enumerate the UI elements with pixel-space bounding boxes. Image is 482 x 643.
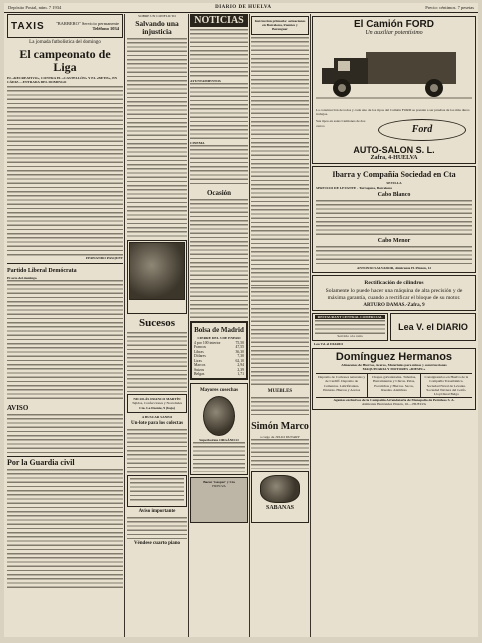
bolsa-label: Belgas — [194, 372, 205, 377]
taxi-ad — [7, 14, 123, 38]
guardia-title: Por la Guardia civil — [7, 457, 75, 467]
sucesos-title: Sucesos — [138, 317, 176, 330]
sabanas-ad — [251, 471, 309, 523]
rectificacion-ad — [312, 275, 476, 311]
restaurant-ad — [312, 313, 388, 340]
article-headline-2: Salvando una injusticia — [135, 19, 179, 37]
bazar-ad — [190, 477, 248, 523]
sabanas-illustration — [260, 475, 300, 503]
column-4 — [251, 14, 309, 637]
ibarra-ad — [312, 166, 476, 273]
column-rule — [249, 14, 250, 637]
ibarra-title: Ibarra y Compañía Sociedad en Cta — [332, 170, 456, 180]
bolsa-table — [194, 341, 244, 377]
bolsa-label: 4 por 100 interior — [194, 340, 221, 345]
bolsa-label: Marcos — [194, 363, 206, 368]
bolsa-label: Francos — [194, 345, 207, 350]
bolsa-title: Bolsa de Madrid — [194, 326, 244, 335]
masthead — [4, 3, 478, 13]
auto-salon-name: AUTO-SALON S. L. — [353, 145, 435, 156]
mayores-ad — [190, 383, 248, 475]
bolsa-value: 1,71 — [237, 372, 244, 377]
ocasion-title: Ocasión — [206, 189, 232, 198]
bolsa-value: 75,50 — [235, 340, 244, 345]
bank-ad — [127, 475, 187, 507]
rectificacion-title: Rectificación de cilindros — [364, 280, 424, 287]
taxi-logo: TAXIS — [11, 20, 45, 32]
ford-text: La construcción de todos y cada uno de los tipos del Camión FORD se prestan a ser pruebas de los más duros trabajos. — [316, 108, 470, 117]
sucesos-body — [127, 332, 187, 392]
guardia-body — [7, 469, 123, 589]
article-body — [7, 86, 123, 256]
taxi-phone: Teléfono 1034 — [92, 26, 119, 31]
dominguez-ad — [312, 348, 476, 410]
article-author: FERNANDO PASQUET — [86, 256, 123, 261]
mayores-title: Mayores cosechas — [199, 387, 239, 393]
lea-text: Lea V. el DIARIO — [398, 321, 468, 332]
ford-sub: Un auxiliar potentísimo — [365, 30, 423, 36]
sabanas-title: SABANAS — [265, 504, 294, 511]
bolsa-value: 2,94 — [237, 363, 244, 368]
dominguez-col-1: Depósito de Carbones naturales y de Cardiff. Depósito de Cementos. Lubrificantes. Pinturas. Hierros y Aceros — [316, 374, 368, 397]
simon-title: Simón Marco — [251, 420, 309, 432]
ford-ad — [312, 16, 476, 164]
bolsa-value: 47,55 — [235, 345, 244, 350]
bolsa-label: Suizos — [194, 367, 205, 372]
dominguez-sub2: MAQUINARIA Y MOTORES «DIESEL» — [362, 367, 426, 372]
party-title: Partido Liberal Demócrata — [7, 267, 77, 274]
ford-truck-illustration — [316, 38, 472, 106]
lea-ad — [390, 313, 476, 340]
column-1 — [7, 14, 123, 637]
dominguez-addr: Almirante Hernández Pinzón, 16.—HUELVA — [361, 402, 427, 407]
muebles-title: MUEBLES — [267, 388, 293, 394]
bolsa-row — [194, 372, 244, 377]
ford-title: El Camión FORD — [353, 19, 434, 30]
bolsa-label: Liras — [194, 358, 202, 363]
article-body-2 — [127, 38, 187, 238]
ibarra-city: SEVILLA — [386, 181, 402, 186]
masthead-title: DIARIO DE HUELVA — [215, 5, 272, 10]
instrucciones-head: Instrucción primaria: actuaciones en Barcelona, Fuentes y Berenguer — [251, 16, 309, 35]
simon-sub: a cargo de JULIO DUTARY — [260, 434, 300, 439]
dominguez-col-2: Chapas galvanizadas. Tuberías, Herramientas y Chicas. Palas, Escalichas y Hierros. Sacos, Ruedas. Alambres — [368, 374, 420, 397]
dominguez-col-3: Consignatarios en Huelva de la Compañía Trasatlántica. Sociedad Naval de Levante. Sociedad Naviera del Golfo. Lloyd Real Belga — [424, 375, 469, 397]
aviso-title: AVISO — [7, 403, 29, 412]
fertilizer-emblem — [203, 396, 235, 436]
saneado-title: A BUSCAR SANEO — [141, 414, 173, 419]
masthead-right: Precio: céntimos. 7 pesetas — [425, 5, 474, 10]
superfosfato: Superfosfato ORGÁNICO — [199, 437, 239, 442]
article-tag: SOBRE UN CONFLICTO — [138, 14, 176, 18]
salvador-line: ANTONIO SALVADOR, Almirante H. Pinzón, 12 — [356, 265, 432, 270]
article-kicker: La jornada futbolística del domingo — [29, 40, 101, 45]
bolsa-value: 2,39 — [237, 367, 244, 372]
column-2 — [127, 14, 187, 637]
bolsa-value: 62,10 — [235, 358, 244, 363]
bolsa-box — [190, 321, 248, 379]
illustrated-ad — [127, 240, 187, 314]
lea-small: Lea Vd. el DIARIO — [314, 341, 344, 346]
column-rule — [124, 14, 125, 637]
levante-title: SERVICIO DE LEVANTE - Tarragona, Barcelona — [316, 185, 392, 190]
dominguez-footer: Agentes exclusivos de la Compañía Arrendataria de Monopolio de Petróleos S. A. — [316, 397, 472, 402]
bazar-name: Bazar 'Gaspar' y Cía — [203, 479, 235, 484]
aviso-importante: Aviso importante — [138, 509, 176, 515]
taxi-service: "BARBERO" Servicio permanente — [55, 20, 119, 26]
ad-illustration — [129, 242, 185, 300]
column-rule — [188, 14, 189, 637]
rectificacion-addr: ARTURO DAMAS.-Zafra, 9 — [363, 303, 425, 309]
dominguez-sub: Almacenes de Hierros, Aceros, Materiales para minas y construcciones — [341, 362, 447, 367]
bolsa-label: Dólares — [194, 354, 206, 359]
newspaper-page — [4, 3, 478, 637]
rectificacion-text: Solamente lo puede hacer una máquina de alta precisión y de máxima garantía, cuando a rectificar el bloque de su motor. — [325, 288, 463, 301]
party-body — [7, 280, 123, 402]
cinema-title: CINEMA — [190, 141, 205, 146]
cabo-blanco: Cabo Blanco — [377, 191, 411, 198]
bolsa-sub: CIERRE DEL 3 DE ENERO — [197, 336, 241, 341]
article-subhead: EL «RECREATIVO», CONTRA EL «CASTELLÓN» Y EL «BETIS», EN CÁDIZ.—ENTRADA DEL DOMINGO — [7, 76, 118, 85]
ford-side-note: Sus tipos en estas Camiones de dos carros — [316, 119, 366, 128]
restaurant-name: RESTAURANT CENTRAL COMERCIAL — [315, 315, 385, 319]
vende-title: Véndese cuarto piano — [133, 541, 181, 547]
column-5 — [312, 14, 476, 637]
empresa-sub: Tejidos, Confecciones y Novedades — [131, 401, 183, 406]
ford-logo: Ford — [378, 119, 466, 141]
noticias-title: NOTICIAS — [190, 14, 248, 27]
column-rule — [310, 14, 311, 637]
empresa-title: NICOLÁS FRANCO MARTÍN — [133, 397, 181, 402]
restaurant-sub: Servicio a la carta — [337, 334, 363, 339]
auto-salon-addr: Zafra, 4-HUELVA — [370, 155, 418, 162]
ayunt-title: AYUNTAMIENTOS — [190, 79, 221, 83]
lote-title: Un-lote para los colectas — [130, 421, 184, 427]
bazar-city: HUELVA — [212, 484, 226, 489]
aviso-body — [7, 414, 123, 454]
article-headline: El campeonato de Liga — [19, 47, 111, 74]
bolsa-value: 7,30 — [237, 354, 244, 359]
masthead-left: Depósito Postal, núm. 7 1934 — [8, 5, 62, 10]
party-sub: El acto del domingo — [7, 275, 37, 280]
column-grid — [4, 14, 478, 637]
empresa-ad — [127, 394, 187, 413]
cabo-menor: Cabo Menor — [377, 237, 411, 244]
dominguez-title: Domínguez Hermanos — [335, 350, 453, 363]
lote-body — [127, 429, 187, 473]
empresa-addr: Cta. La Fuente, 9 (bajo) — [139, 405, 175, 410]
bolsa-value: 36,30 — [235, 349, 244, 354]
truck-icon — [316, 38, 472, 104]
bolsa-label: Libras — [194, 349, 204, 354]
column-3 — [190, 14, 248, 637]
